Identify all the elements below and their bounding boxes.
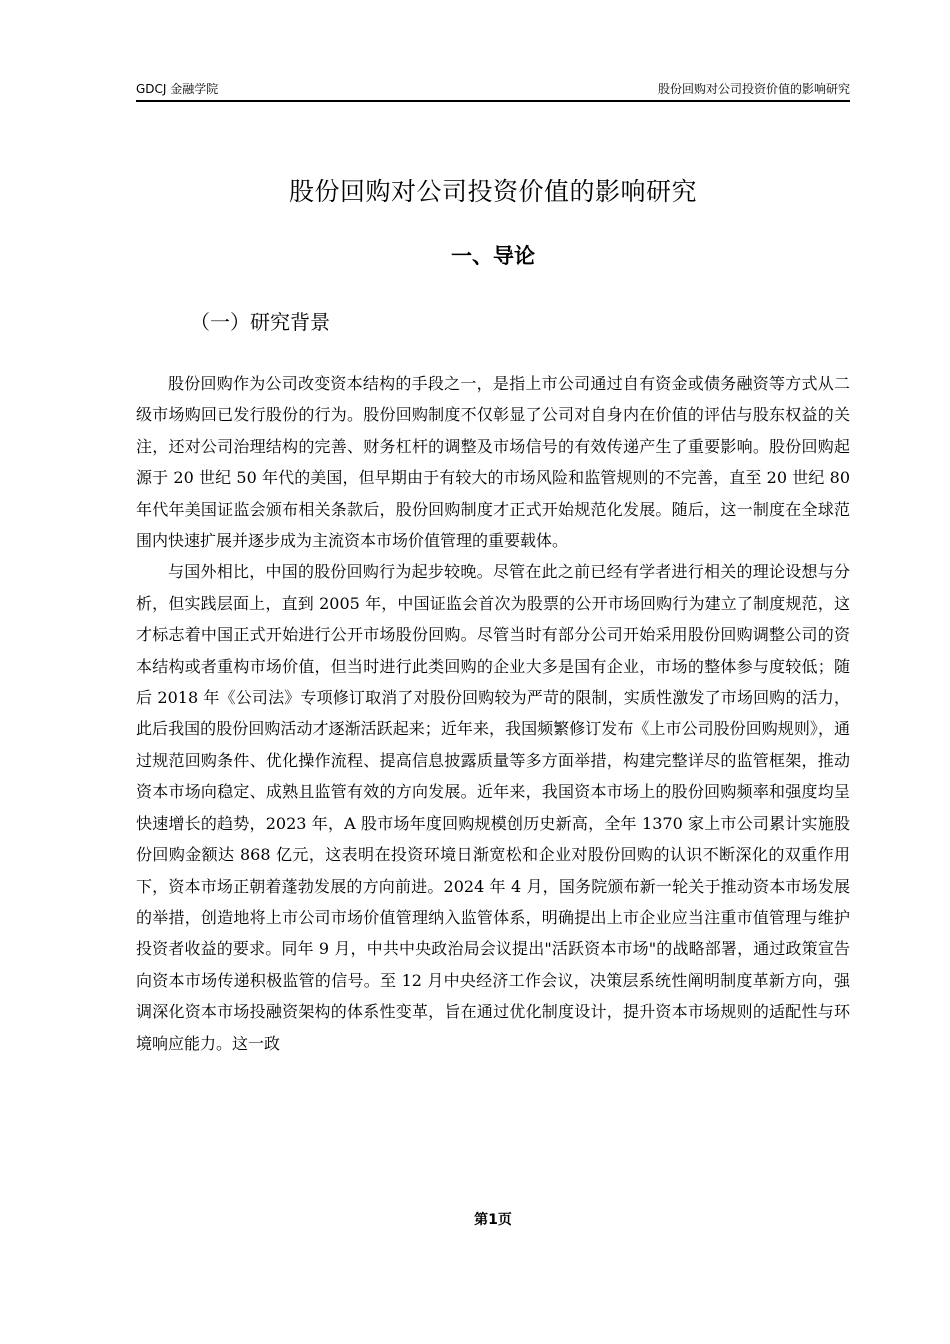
- chapter-heading: 一、导论: [451, 244, 535, 268]
- document-title: 股份回购对公司投资价值的影响研究: [288, 177, 697, 206]
- section-heading: （一）研究背景: [190, 310, 330, 334]
- header-running-title: 股份回购对公司投资价值的影响研究: [657, 82, 850, 96]
- page-header: [136, 78, 850, 100]
- paragraph-1: 股份回购作为公司改变资本结构的手段之一，是指上市公司通过自有资金或债务融资等方式从二级市场购回已发行股份的行为。股份回购制度不仅彰显了公司对自身内在价值的评估与股东权益的关注，还对公司治理结构的完善、财务杠杆的调整及市场信号的有效传递产生了重要影响。股份回购起源于 20 世纪 50 年代的美国，但早期由于有较大的市场风险和监管规则的不完善，直至 20 世纪 80 年代年美国证监会颁布相关条款后，股份回购制度才正式开始规范化发展。随后，这一制度在全球范围内快速扩展并逐步成为主流资本市场价值管理的重要载体。: [136, 374, 850, 551]
- paragraph-2: 与国外相比，中国的股份回购行为起步较晚。尽管在此之前已经有学者进行相关的理论设想与分析，但实践层面上，直到 2005 年，中国证监会首次为股票的公开市场回购行为建立了制度规范，这才标志着中国正式开始进行公开市场股份回购。尽管当时有部分公司开始采用股份回购调整公司的资本结构或者重构市场价值，但当时进行此类回购的企业大多是国有企业，市场的整体参与度较低；随后 2018 年《公司法》专项修订取消了对股份回购较为严苛的限制，实质性激发了市场回购的活力，此后我国的股份回购活动才逐渐活跃起来；近年来，我国频繁修订发布《上市公司股份回购规则》，通过规范回购条件、优化操作流程、提高信息披露质量等多方面举措，构建完整详尽的监管框架，推动资本市场向稳定、成熟且监管有效的方向发展。近年来，我国资本市场上的股份回购频率和强度均呈快速增长的趋势，2023 年，A 股市场年度回购规模创历史新高，全年 1370 家上市公司累计实施股份回购金额达 868 亿元，这表明在投资环境日渐宽松和企业对股份回购的认识不断深化的双重作用下，资本市场正朝着蓬勃发展的方向前进。2024 年 4 月，国务院颁布新一轮关于推动资本市场发展的举措，创造地将上市公司市场价值管理纳入监管体系，明确提出上市企业应当注重市值管理与维护投资者收益的要求。同年 9 月，中共中央政治局会议提出"活跃资本市场"的战略部署，通过政策宣告向资本市场传递积极监管的信号。至 12 月中央经济工作会议，决策层系统性阐明制度革新方向，强调深化资本市场投融资架构的体系性变革，旨在通过优化制度设计，提升资本市场规则的适配性与环境响应能力。这一政: [136, 562, 850, 1053]
- header-rule: [136, 100, 850, 102]
- header-institution: GDCJ 金融学院: [136, 82, 219, 96]
- page-number: 第1页: [474, 1212, 512, 1228]
- body-text: [136, 368, 850, 1059]
